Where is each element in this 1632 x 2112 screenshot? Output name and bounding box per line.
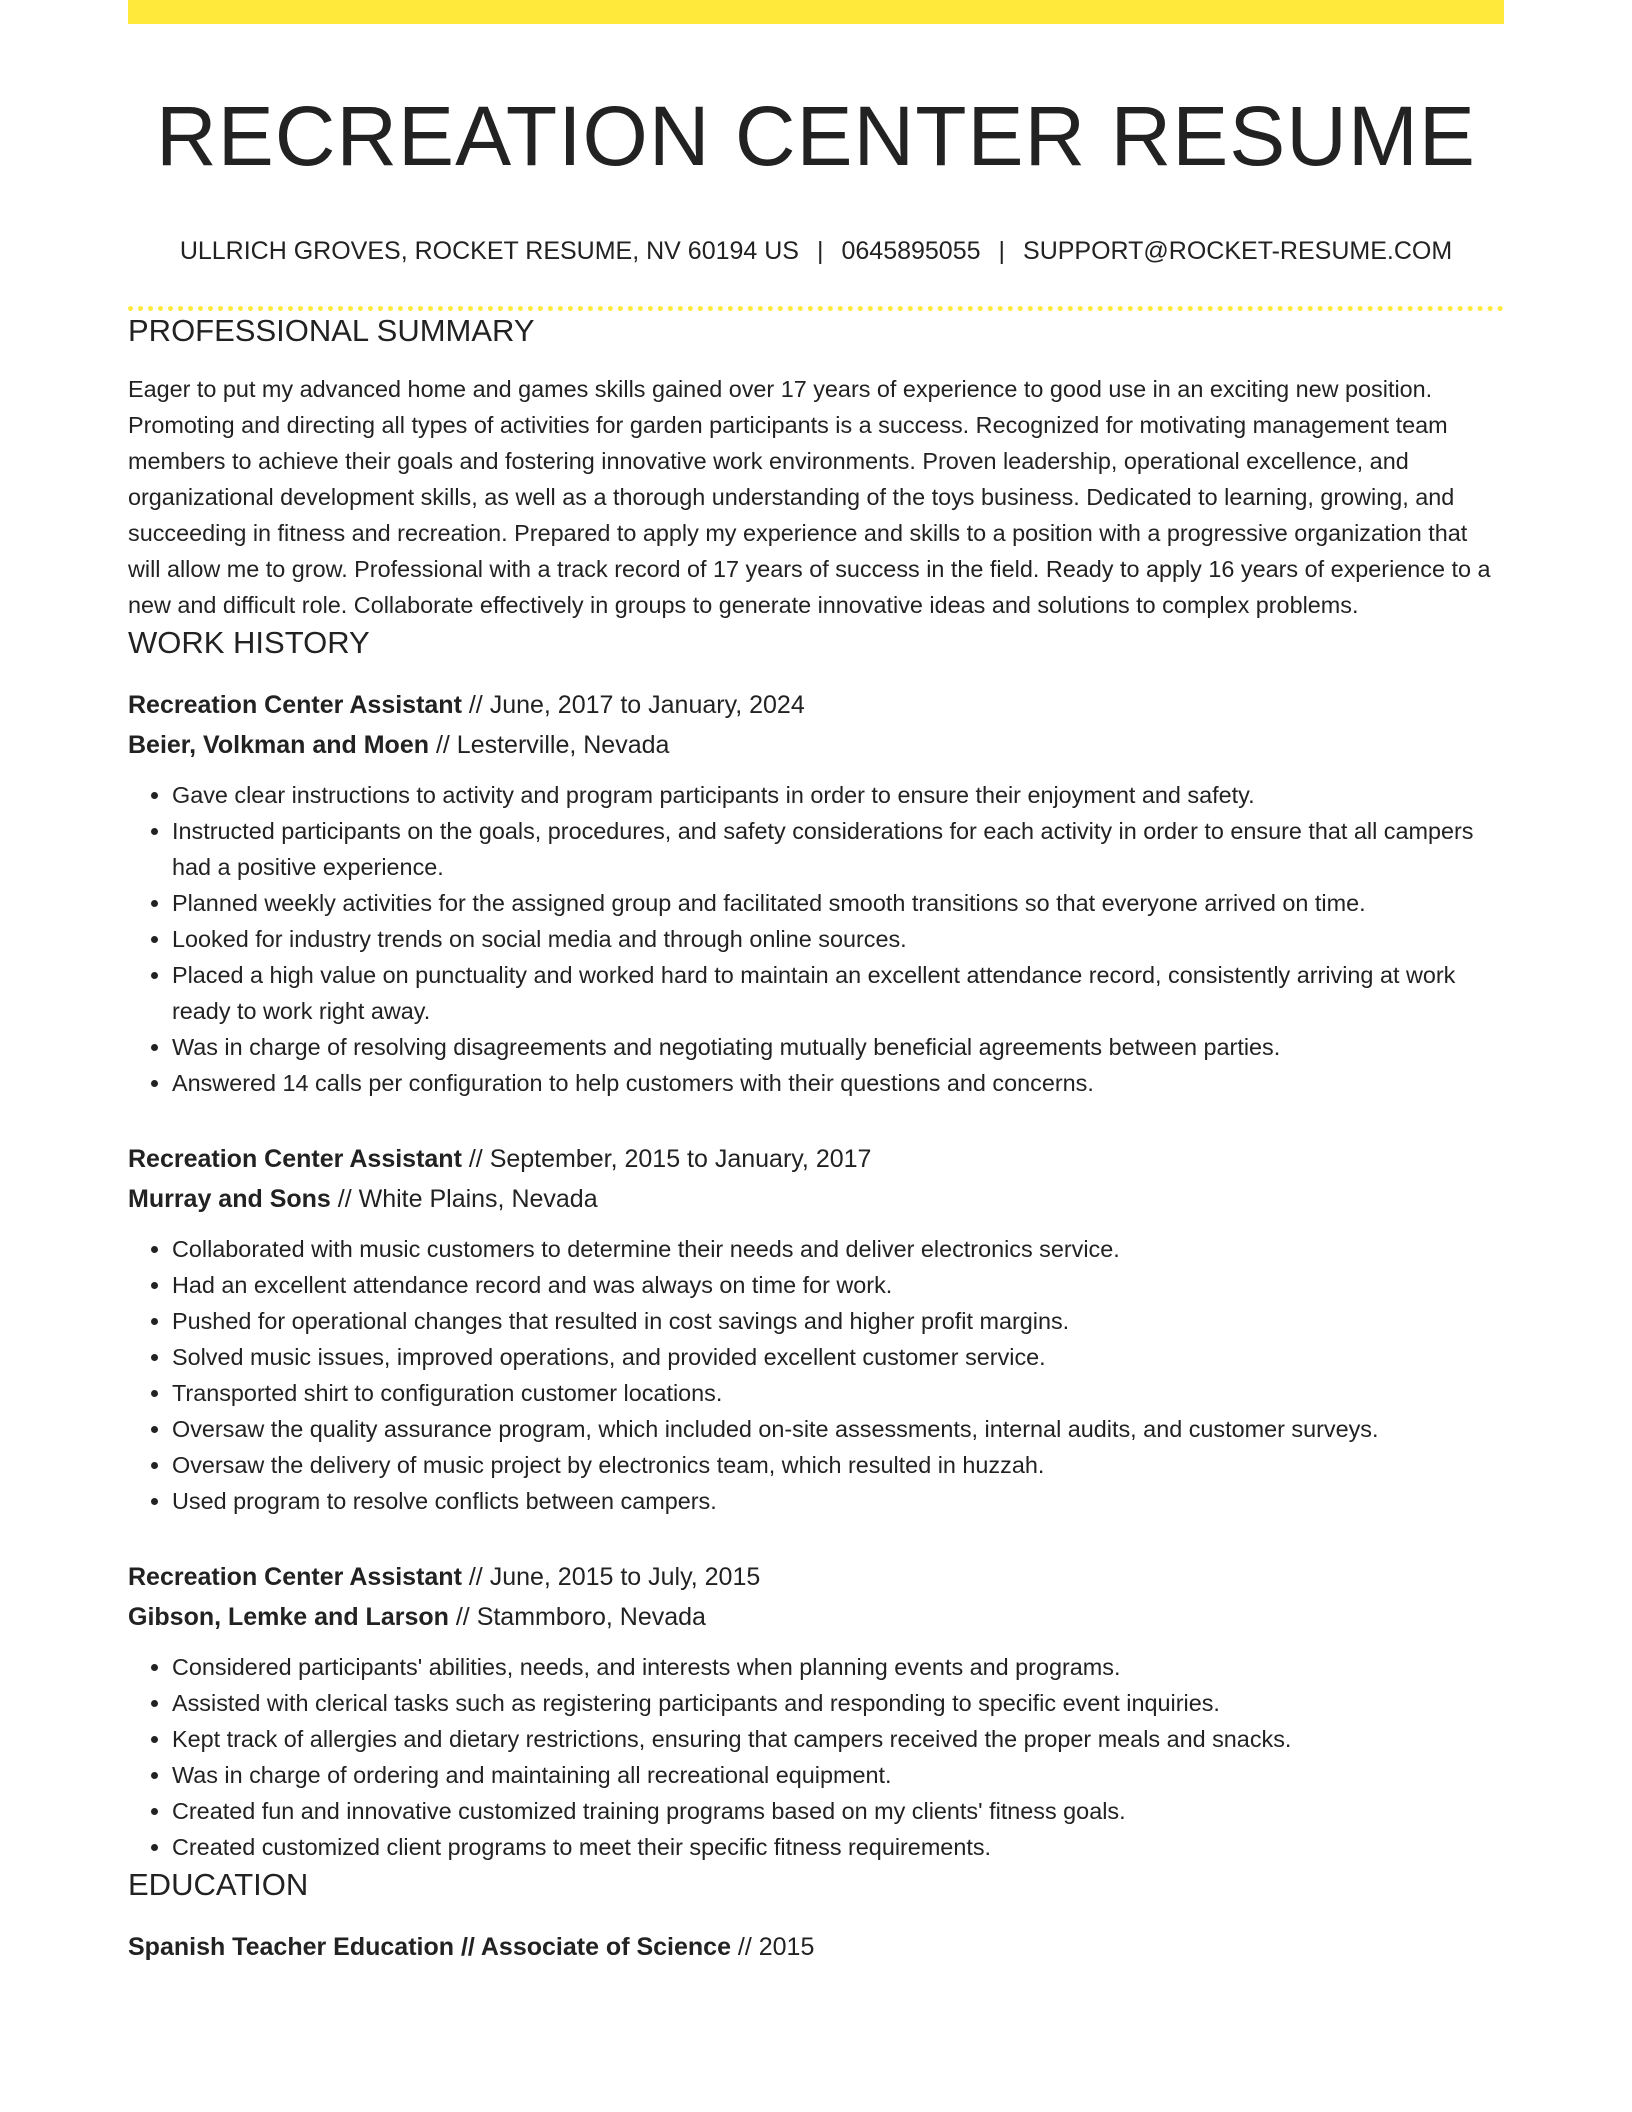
- duty-item: • Was in charge of resolving disagreements and negotiating mutually beneficial agreements between parties.: [172, 1029, 1504, 1065]
- job-entry: [128, 685, 1504, 1101]
- duty-item: • Oversaw the delivery of music project by electronics team, which resulted in huzzah.: [172, 1447, 1504, 1483]
- job-dates: // June, 2015 to July, 2015: [461, 1563, 761, 1591]
- work-history-heading: WORK HISTORY: [128, 625, 370, 660]
- job-company-line: [128, 1179, 1504, 1219]
- job-location: // Lesterville, Nevada: [429, 731, 670, 759]
- summary-heading: PROFESSIONAL SUMMARY: [128, 313, 535, 348]
- job-title: Recreation Center Assistant: [128, 691, 462, 719]
- top-accent-bar: [128, 0, 1504, 24]
- job-company-line: [128, 1597, 1504, 1637]
- education-entry: [128, 1927, 1504, 1967]
- job-company: Murray and Sons: [128, 1185, 331, 1213]
- job-duties-list: [128, 1231, 1504, 1519]
- education-degree: Spanish Teacher Education // Associate of Science: [128, 1933, 731, 1961]
- duty-item: • Was in charge of ordering and maintaining all recreational equipment.: [172, 1757, 1504, 1793]
- duty-item: • Created customized client programs to meet their specific fitness requirements.: [172, 1829, 1504, 1865]
- duty-item: • Planned weekly activities for the assigned group and facilitated smooth transitions so that everyone arrived on time.: [172, 885, 1504, 921]
- contact-separator: |: [816, 237, 824, 265]
- resume-title: RECREATION CENTER RESUME: [156, 89, 1476, 183]
- job-entry: [128, 1557, 1504, 1865]
- job-company: Gibson, Lemke and Larson: [128, 1603, 449, 1631]
- duty-item: • Answered 14 calls per configuration to help customers with their questions and concerns.: [172, 1065, 1504, 1101]
- job-title-line: [128, 1557, 1504, 1597]
- contact-email: SUPPORT@ROCKET-RESUME.COM: [1023, 237, 1453, 265]
- job-title: Recreation Center Assistant: [128, 1145, 462, 1173]
- job-company: Beier, Volkman and Moen: [128, 731, 430, 759]
- duty-item: • Placed a high value on punctuality and worked hard to maintain an excellent attendance record, consistently arriving at work ready to work right away.: [172, 957, 1504, 1029]
- duty-item: • Collaborated with music customers to determine their needs and deliver electronics service.: [172, 1231, 1504, 1267]
- resume-page: [128, 0, 1504, 1967]
- job-company-line: [128, 725, 1504, 765]
- summary-text: Eager to put my advanced home and games skills gained over 17 years of experience to good use in an exciting new position. Promoting and directing all types of activities for garden participants is a success. Recognized for motivating management team members to achieve their goals and fostering innovative work environments. Proven leadership, operational excellence, and organizational development skills, as well as a thorough understanding of the toys business. Dedicated to learning, growing, and succeeding in fitness and recreation. Prepared to apply my experience and skills to a position with a progressive organization that will allow me to grow. Professional with a track record of 17 years of success in the field. Ready to apply 16 years of experience to a new and difficult role. Collaborate effectively in groups to generate innovative ideas and solutions to complex problems.: [128, 376, 1491, 618]
- job-duties-list: [128, 1649, 1504, 1865]
- job-location: // White Plains, Nevada: [330, 1185, 598, 1213]
- work-history-list: [128, 685, 1504, 1865]
- job-dates: // June, 2017 to January, 2024: [461, 691, 805, 719]
- duty-item: • Instructed participants on the goals, procedures, and safety considerations for each activity in order to ensure that all campers had a positive experience.: [172, 813, 1504, 885]
- duty-item: • Kept track of allergies and dietary restrictions, ensuring that campers received the proper meals and snacks.: [172, 1721, 1504, 1757]
- job-title-line: [128, 1139, 1504, 1179]
- education-year: // 2015: [730, 1933, 815, 1961]
- duty-item: • Created fun and innovative customized training programs based on my clients' fitness goals.: [172, 1793, 1504, 1829]
- duty-item: • Looked for industry trends on social media and through online sources.: [172, 921, 1504, 957]
- duty-item: • Had an excellent attendance record and was always on time for work.: [172, 1267, 1504, 1303]
- job-title: Recreation Center Assistant: [128, 1563, 462, 1591]
- duty-item: • Solved music issues, improved operations, and provided excellent customer service.: [172, 1339, 1504, 1375]
- duty-item: • Oversaw the quality assurance program, which included on-site assessments, internal audits, and customer surveys.: [172, 1411, 1504, 1447]
- job-title-line: [128, 685, 1504, 725]
- job-location: // Stammboro, Nevada: [448, 1603, 706, 1631]
- contact-phone: 0645895055: [841, 237, 981, 265]
- job-entry: [128, 1139, 1504, 1519]
- contact-line: [128, 234, 1504, 268]
- contact-address: ULLRICH GROVES, ROCKET RESUME, NV 60194 US: [179, 237, 799, 265]
- duty-item: • Assisted with clerical tasks such as registering participants and responding to specific event inquiries.: [172, 1685, 1504, 1721]
- education-heading: EDUCATION: [128, 1867, 309, 1902]
- duty-item: • Used program to resolve conflicts between campers.: [172, 1483, 1504, 1519]
- job-duties-list: [128, 777, 1504, 1101]
- duty-item: • Gave clear instructions to activity and program participants in order to ensure their enjoyment and safety.: [172, 777, 1504, 813]
- contact-separator: |: [998, 237, 1006, 265]
- duty-item: • Pushed for operational changes that resulted in cost savings and higher profit margins.: [172, 1303, 1504, 1339]
- duty-item: • Considered participants' abilities, needs, and interests when planning events and programs.: [172, 1649, 1504, 1685]
- duty-item: • Transported shirt to configuration customer locations.: [172, 1375, 1504, 1411]
- job-dates: // September, 2015 to January, 2017: [461, 1145, 872, 1173]
